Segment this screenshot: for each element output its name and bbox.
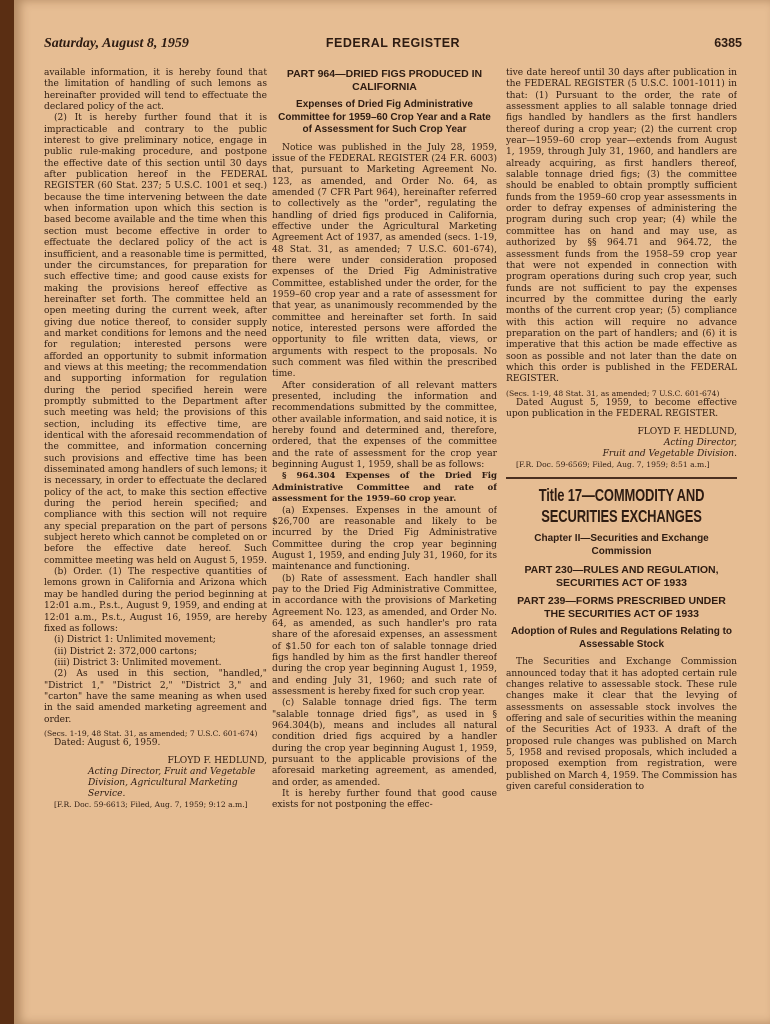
- signer-title: Acting Director,: [663, 437, 737, 448]
- signer-name: FLOYD F. HEDLUND,: [637, 426, 737, 437]
- paragraph: (a) Expenses. Expenses in the amount of $26,700 are reasonable and likely to be incurred by the Dried Fig Administrative Committee during the crop year beginning August 1, 1959, and ending July 31, 1960, for its maintenance and functioning.: [272, 505, 497, 573]
- subject-heading: Expenses of Dried Fig Administrative Committee for 1959–60 Crop Year and a Rate of Assessment for Such Crop Year: [278, 99, 491, 135]
- section-heading: § 964.304 Expenses of the Dried Fig Administrative Committee and rate of assessment for the 1959–60 crop year.: [272, 471, 497, 505]
- paragraph: (2) It is hereby further found that it is impracticable and contrary to the public interest to give preliminary notice, engage in public rule-making procedure, and postpone the effective date of this section until 30 days after publication hereof in the FEDERAL REGISTER (60 Stat. 237; 5 U.S.C. 1001 et seq.) because the time intervening between the date when information upon which this section is based become available and the time when this section must become effective in order to effectuate the declared policy of the act is insufficient, and a reasonable time is permitted, under the circumstances, for preparation for such effective time; and good cause exists for making the provisions hereof effective as hereinafter set forth. The committee held an open meeting during the current week, after giving due notice thereof, to consider supply and market conditions for lemons and the need for regulation; interested persons were afforded an opportunity to submit information and views at this meeting; the recommendation and supporting information for regulation during the period specified herein were promptly submitted to the Department after such meeting was held; the provisions of this section, including its effective time, are identical with the aforesaid recommendation of the committee, and information concerning such provisions and effective time has been disseminated among handlers of such lemons; it is necessary, in order to effectuate the declared policy of the act, to make this section effective during the period herein specified; and compliance with this section will not require any special preparation on the part of persons subject hereto which cannot be completed on or before the effective date hereof. Such committee meeting was held on August 5, 1959.: [44, 113, 267, 566]
- statutory-citation: (Secs. 1-19, 48 Stat. 31, as amended; 7 U.S.C. 601-674): [44, 728, 258, 738]
- list-item: (ii) District 2: 372,000 cartons;: [54, 646, 198, 657]
- paragraph: (c) Salable tonnage dried figs. The term "salable tonnage dried figs", as used in § 964.304(b), means and includes all natural condition dried figs acquired by a handler during the crop year beginning August 1, 1959, pursuant to the applicable provisions of the aforesaid marketing agreement, as amended, and order, as amended.: [272, 698, 497, 788]
- column-1: [44, 68, 267, 1018]
- column-3: [506, 68, 737, 1018]
- paragraph: (b) Rate of assessment. Each handler shall pay to the Dried Fig Administrative Committee, in accordance with the provisions of Marketing Agreement No. 123, as amended, and Order No. 64, as amended, as such handler's pro rata share of the aforesaid expenses, an assessment of $1.50 for each ton of salable tonnage dried figs handled by him as the first handler thereof during the crop year beginning August 1, 1959, and ending July 31, 1960; and such rate of assessment is hereby fixed for such crop year.: [272, 573, 497, 697]
- fr-doc-line: [F.R. Doc. 59-6569; Filed, Aug. 7, 1959; 8:51 a.m.]: [516, 459, 710, 469]
- paragraph: Notice was published in the July 28, 1959, issue of the FEDERAL REGISTER (24 F.R. 6003) that, pursuant to Marketing Agreement No. 123, as amended, and Order No. 64, as amended (7 CFR Part 964), hereinafter referred to collectively as the "order", regulating the handling of dried figs produced in California, effective under the Agricultural Marketing Agreement Act of 1937, as amended (secs. 1-19, 48 Stat. 31, as amended; 7 U.S.C. 601-674), there were under consideration proposed expenses of the Dried Fig Administrative Committee, established under the order, for the 1959–60 crop year and a rate of assessment for that year, as unanimously recommended by the committee and hereinafter set forth. In said notice, interested persons were afforded the opportunity to file written data, views, or arguments with respect to the proposals. No such comment was filed within the prescribed time.: [272, 142, 497, 380]
- subject-heading: Adoption of Rules and Regulations Relating to Assessable Stock: [510, 626, 733, 650]
- section-divider: [506, 477, 737, 479]
- paragraph: available information, it is hereby found that the limitation of handling of such lemons as hereinafter provided will tend to effectuate the declared policy of the act.: [44, 68, 267, 113]
- page-header: [44, 36, 742, 56]
- dated-line: Dated: August 6, 1959.: [54, 738, 161, 749]
- paragraph: It is hereby further found that good cause exists for not postponing the effec-: [272, 789, 497, 811]
- statutory-citation: (Secs. 1-19, 48 Stat. 31, as amended; 7 U.S.C. 601-674): [506, 388, 720, 398]
- signer-name: FLOYD F. HEDLUND,: [167, 755, 267, 766]
- paragraph: tive date hereof until 30 days after publication in the FEDERAL REGISTER (5 U.S.C. 1001-1011) in that: (1) Pursuant to the order, the rate of assessment applies to all salable tonnage dried figs handled by handlers as the first handlers thereof during a crop year; (2) the current crop year—1959–60 crop year—extends from August 1, 1959, through July 31, 1960, and handlers are already acquiring, as first handlers thereof, salable tonnage dried figs; (3) the committee should be enabled to obtain promptly sufficient funds from the 1959–60 crop year assessments in order to defray expenses of administering the program during such crop year; (4) while the committee has on hand and may use, as authorized by §§ 964.71 and 964.72, the assessment funds from the 1958–59 crop year that were not expended in connection with program operations during such crop year, such funds are not sufficient to pay the expenses incurred by the committee during the early months of the current crop year; (5) compliance with this action will require no advance preparation on the part of handlers; and (6) it is imperative that this action be made effective as soon as possible and not later than the date on which this order is published in the FEDERAL REGISTER.: [506, 68, 737, 385]
- signer-division: Fruit and Vegetable Division.: [602, 448, 737, 459]
- chapter-heading: Chapter II—Securities and Exchange Commission: [534, 533, 709, 557]
- part-heading: PART 964—DRIED FIGS PRODUCED IN CALIFORNIA: [286, 68, 483, 93]
- signature-block: [44, 756, 267, 800]
- part-heading: PART 230—RULES AND REGULATION, SECURITIES ACT OF 1933: [524, 564, 719, 589]
- title-heading: Title 17—COMMODITY AND SECURITIES EXCHANGES: [538, 485, 705, 527]
- list-item: (i) District 1: Unlimited movement;: [54, 635, 216, 646]
- header-page-number: 6385: [714, 36, 742, 50]
- paragraph: (2) As used in this section, "handled," "District 1," "District 2," "District 3," and "carton" have the same meaning as when used in the said amended marketing agreement and order.: [44, 669, 267, 725]
- header-publication: FEDERAL REGISTER: [325, 36, 461, 50]
- column-2: [272, 68, 497, 1018]
- paragraph: The Securities and Exchange Commission announced today that it has adopted certain rule changes relative to assessable stock. These rule changes make it clear that the levying of assessments on assessable stock involves the offering and sale of securities within the meaning of the Securities Act of 1933. A draft of the proposed rule changes was published on March 5, 1958 and revised proposals, which included a proposed exemption from registration, were published on March 4, 1959. The Commission has given careful consideration to: [506, 657, 737, 793]
- part-heading: PART 239—FORMS PRESCRIBED UNDER THE SECURITIES ACT OF 1933: [517, 595, 726, 620]
- list-item: (iii) District 3: Unlimited movement.: [54, 657, 222, 668]
- signer-title: Acting Director, Fruit and Vegetable Division, Agricultural Marketing Service.: [88, 766, 256, 799]
- register-page: [14, 0, 770, 1024]
- paragraph: (b) Order. (1) The respective quantities of lemons grown in California and Arizona which may be handled during the period beginning at 12:01 a.m., P.s.t., August 9, 1959, and ending at 12:01 a.m., P.s.t., August 16, 1959, are hereby fixed as follows:: [44, 567, 267, 634]
- dated-line: Dated August 5, 1959, to become effective upon publication in the FEDERAL REGISTER.: [506, 398, 737, 420]
- signature-block: [506, 427, 737, 460]
- paragraph: After consideration of all relevant matters presented, including the information and recommendations submitted by the committee, other available information, and said notice, it is hereby found and determined and, therefore, ordered, that the expenses of the committee and the rate of assessment for the crop year beginning August 1, 1959, shall be as follows:: [272, 380, 497, 471]
- fr-doc-line: [F.R. Doc. 59-6613; Filed, Aug. 7, 1959; 9:12 a.m.]: [54, 799, 248, 809]
- header-date: Saturday, August 8, 1959: [44, 36, 189, 51]
